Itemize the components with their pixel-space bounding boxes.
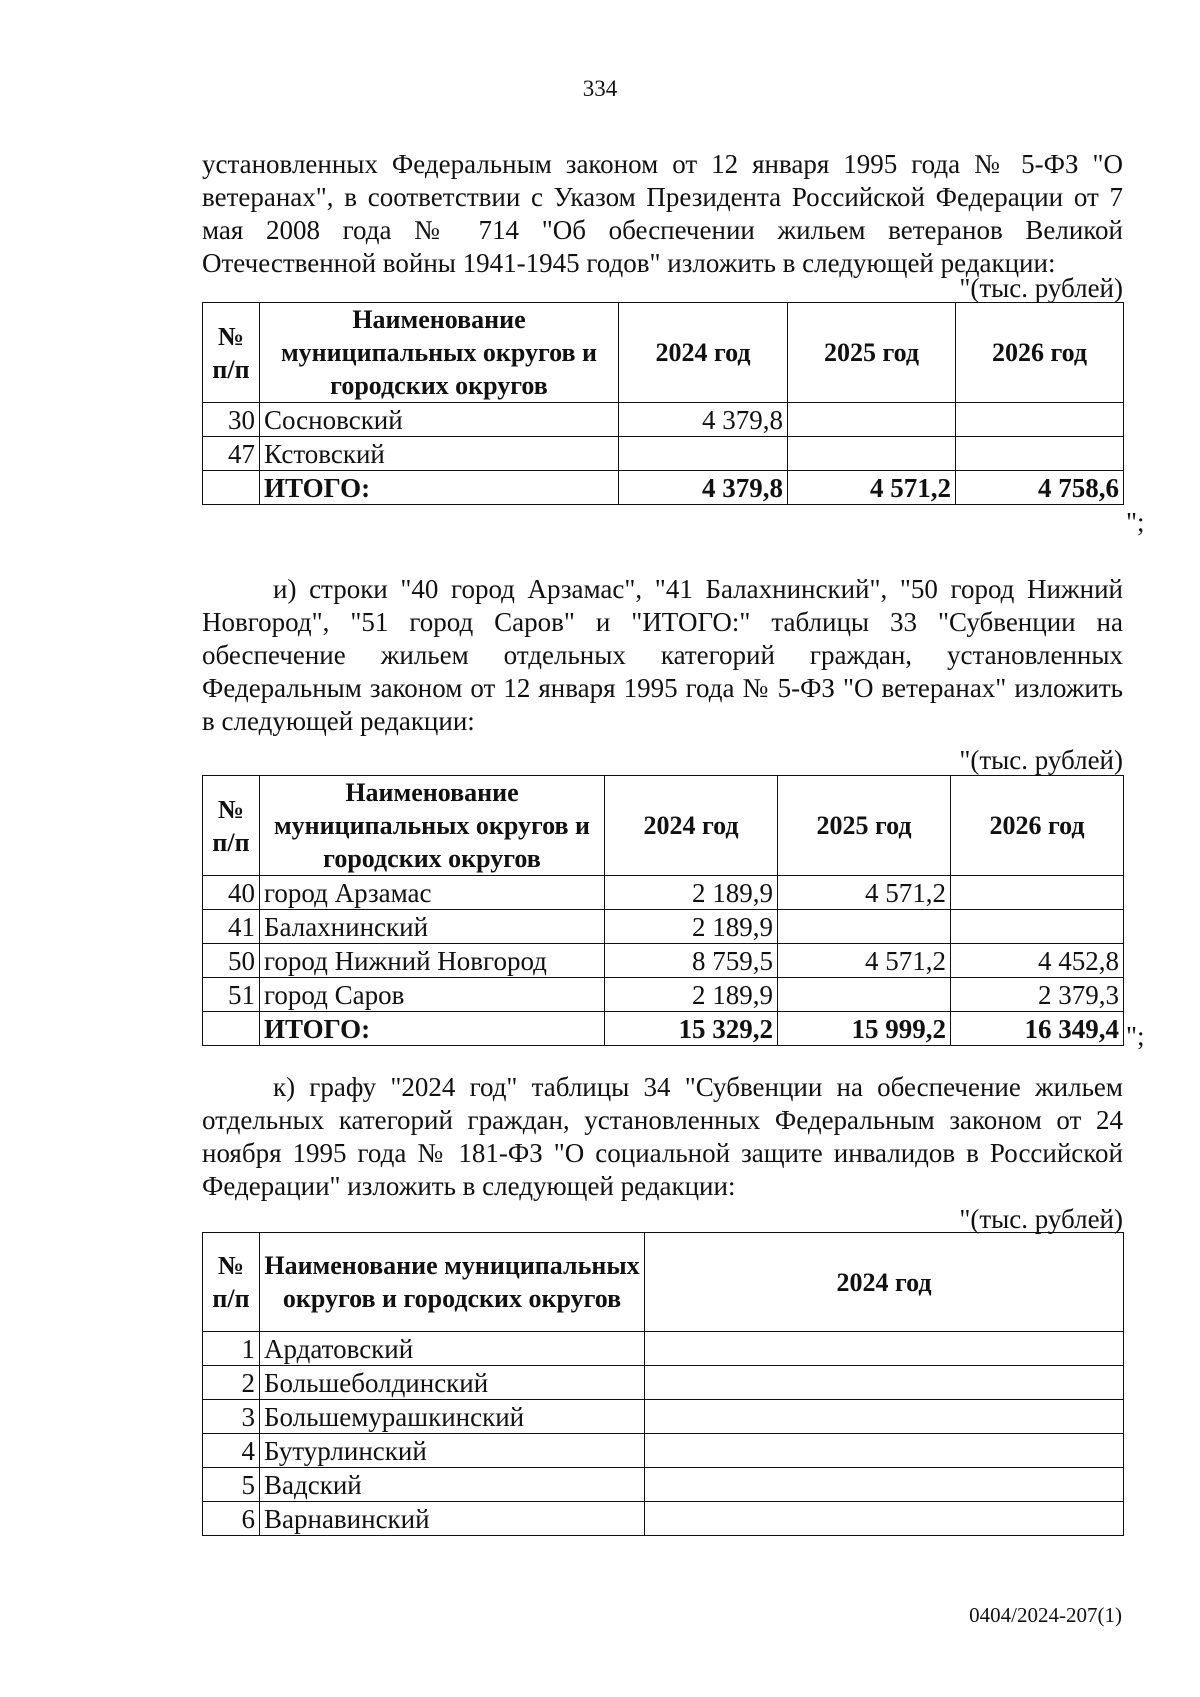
cell-2024: 2 189,9	[605, 876, 778, 910]
cell-2025	[788, 403, 956, 437]
table-row	[203, 910, 1124, 944]
cell-2026: 2 379,3	[951, 978, 1124, 1012]
total-row	[203, 471, 1124, 505]
header-2026: 2026 год	[951, 776, 1124, 876]
cell-2024: 8 759,5	[605, 944, 778, 978]
cell-2025	[778, 978, 951, 1012]
row-name: Сосновский	[260, 403, 619, 437]
header-name: Наименование муниципальных округов и городских округов	[260, 776, 605, 876]
cell-2026: 4 452,8	[951, 944, 1124, 978]
row-name: город Арзамас	[260, 876, 605, 910]
row-index: 30	[203, 403, 260, 437]
row-index	[203, 1012, 260, 1046]
row-name: Вадский	[260, 1468, 645, 1502]
header-2024: 2024 год	[645, 1233, 1124, 1332]
paragraph-i: и) строки "40 город Арзамас", "41 Балахнинский", "50 город Нижний Новгород", "51 город Саров" и "ИТОГО:" таблицы 33 "Субвенции на обеспечение жильем отдельных категорий граждан, установленных Федеральным законом от 12 января 1995 года № 5-ФЗ "О ветеранах" изложить в следующей редакции:	[202, 574, 1123, 736]
header-index: № п/п	[203, 1233, 260, 1332]
table-row	[203, 437, 1124, 471]
unit-label-3: "(тыс. рублей)	[959, 1204, 1123, 1234]
closing-mark-1: ";	[1126, 507, 1145, 537]
header-index: № п/п	[203, 776, 260, 876]
table-2	[202, 775, 1124, 1046]
total-2025: 15 999,2	[778, 1012, 951, 1046]
cell-2024	[645, 1332, 1124, 1366]
total-2024: 4 379,8	[619, 471, 788, 505]
table-row	[203, 1400, 1124, 1434]
header-2025: 2025 год	[778, 776, 951, 876]
row-name: Бутурлинский	[260, 1434, 645, 1468]
table-row	[203, 1366, 1124, 1400]
table-3	[202, 1232, 1124, 1536]
header-2025: 2025 год	[788, 303, 956, 403]
row-name: Большемурашкинский	[260, 1400, 645, 1434]
closing-mark-2: ";	[1126, 1021, 1145, 1051]
row-index: 2	[203, 1366, 260, 1400]
cell-2024	[619, 437, 788, 471]
cell-2025	[778, 910, 951, 944]
cell-2024: 2 189,9	[605, 978, 778, 1012]
header-name: Наименование муниципальных округов и городских округов	[260, 303, 619, 403]
total-label: ИТОГО:	[260, 1012, 605, 1046]
table-row	[203, 1468, 1124, 1502]
row-name: Варнавинский	[260, 1502, 645, 1536]
cell-2025: 4 571,2	[778, 876, 951, 910]
total-2024: 15 329,2	[605, 1012, 778, 1046]
cell-2024: 2 189,9	[605, 910, 778, 944]
cell-2026	[951, 876, 1124, 910]
cell-2026	[956, 437, 1124, 471]
row-name: Балахнинский	[260, 910, 605, 944]
row-index: 6	[203, 1502, 260, 1536]
page-number: 334	[582, 76, 618, 101]
cell-2025	[788, 437, 956, 471]
row-index: 50	[203, 944, 260, 978]
table-1	[202, 302, 1124, 505]
row-name: Большеболдинский	[260, 1366, 645, 1400]
cell-2024	[645, 1502, 1124, 1536]
row-index: 1	[203, 1332, 260, 1366]
table-row	[203, 1332, 1124, 1366]
row-index: 51	[203, 978, 260, 1012]
row-index: 4	[203, 1434, 260, 1468]
header-2024: 2024 год	[605, 776, 778, 876]
cell-2024	[645, 1434, 1124, 1468]
header-2026: 2026 год	[956, 303, 1124, 403]
row-name: город Саров	[260, 978, 605, 1012]
header-name: Наименование муниципальных округов и городских округов	[260, 1233, 645, 1332]
row-index	[203, 471, 260, 505]
row-name: Кстовский	[260, 437, 619, 471]
header-2024: 2024 год	[619, 303, 788, 403]
cell-2026	[951, 910, 1124, 944]
table-row	[203, 1502, 1124, 1536]
paragraph-k: к) графу "2024 год" таблицы 34 "Субвенции на обеспечение жильем отдельных категорий граждан, установленных Федеральным законом от 24 ноября 1995 года № 181-ФЗ "О социальной защите инвалидов в Российской Федерации" изложить в следующей редакции:	[202, 1072, 1123, 1201]
document-code: 0404/2024-207(1)	[969, 1603, 1122, 1627]
table-row	[203, 944, 1124, 978]
total-2026: 16 349,4	[951, 1012, 1124, 1046]
table-row	[203, 403, 1124, 437]
cell-2025: 4 571,2	[778, 944, 951, 978]
total-2026: 4 758,6	[956, 471, 1124, 505]
row-name: город Нижний Новгород	[260, 944, 605, 978]
row-index: 40	[203, 876, 260, 910]
cell-2026	[956, 403, 1124, 437]
header-index: № п/п	[203, 303, 260, 403]
cell-2024: 4 379,8	[619, 403, 788, 437]
row-index: 47	[203, 437, 260, 471]
row-index: 5	[203, 1468, 260, 1502]
unit-label-1: "(тыс. рублей)	[959, 273, 1123, 303]
intro-paragraph: установленных Федеральным законом от 12 января 1995 года № 5-ФЗ "О ветеранах", в соответствии с Указом Президента Российской Федерации от 7 мая 2008 года № 714 "Об обеспечении жильем ветеранов Великой Отечественной войны 1941-1945 годов" изложить в следующей редакции:	[202, 149, 1123, 278]
table-row	[203, 876, 1124, 910]
total-2025: 4 571,2	[788, 471, 956, 505]
row-index: 3	[203, 1400, 260, 1434]
total-label: ИТОГО:	[260, 471, 619, 505]
row-name: Ардатовский	[260, 1332, 645, 1366]
cell-2024	[645, 1366, 1124, 1400]
table-row	[203, 1434, 1124, 1468]
cell-2024	[645, 1468, 1124, 1502]
cell-2024	[645, 1400, 1124, 1434]
table-row	[203, 978, 1124, 1012]
total-row	[203, 1012, 1124, 1046]
unit-label-2: "(тыс. рублей)	[959, 745, 1123, 775]
row-index: 41	[203, 910, 260, 944]
